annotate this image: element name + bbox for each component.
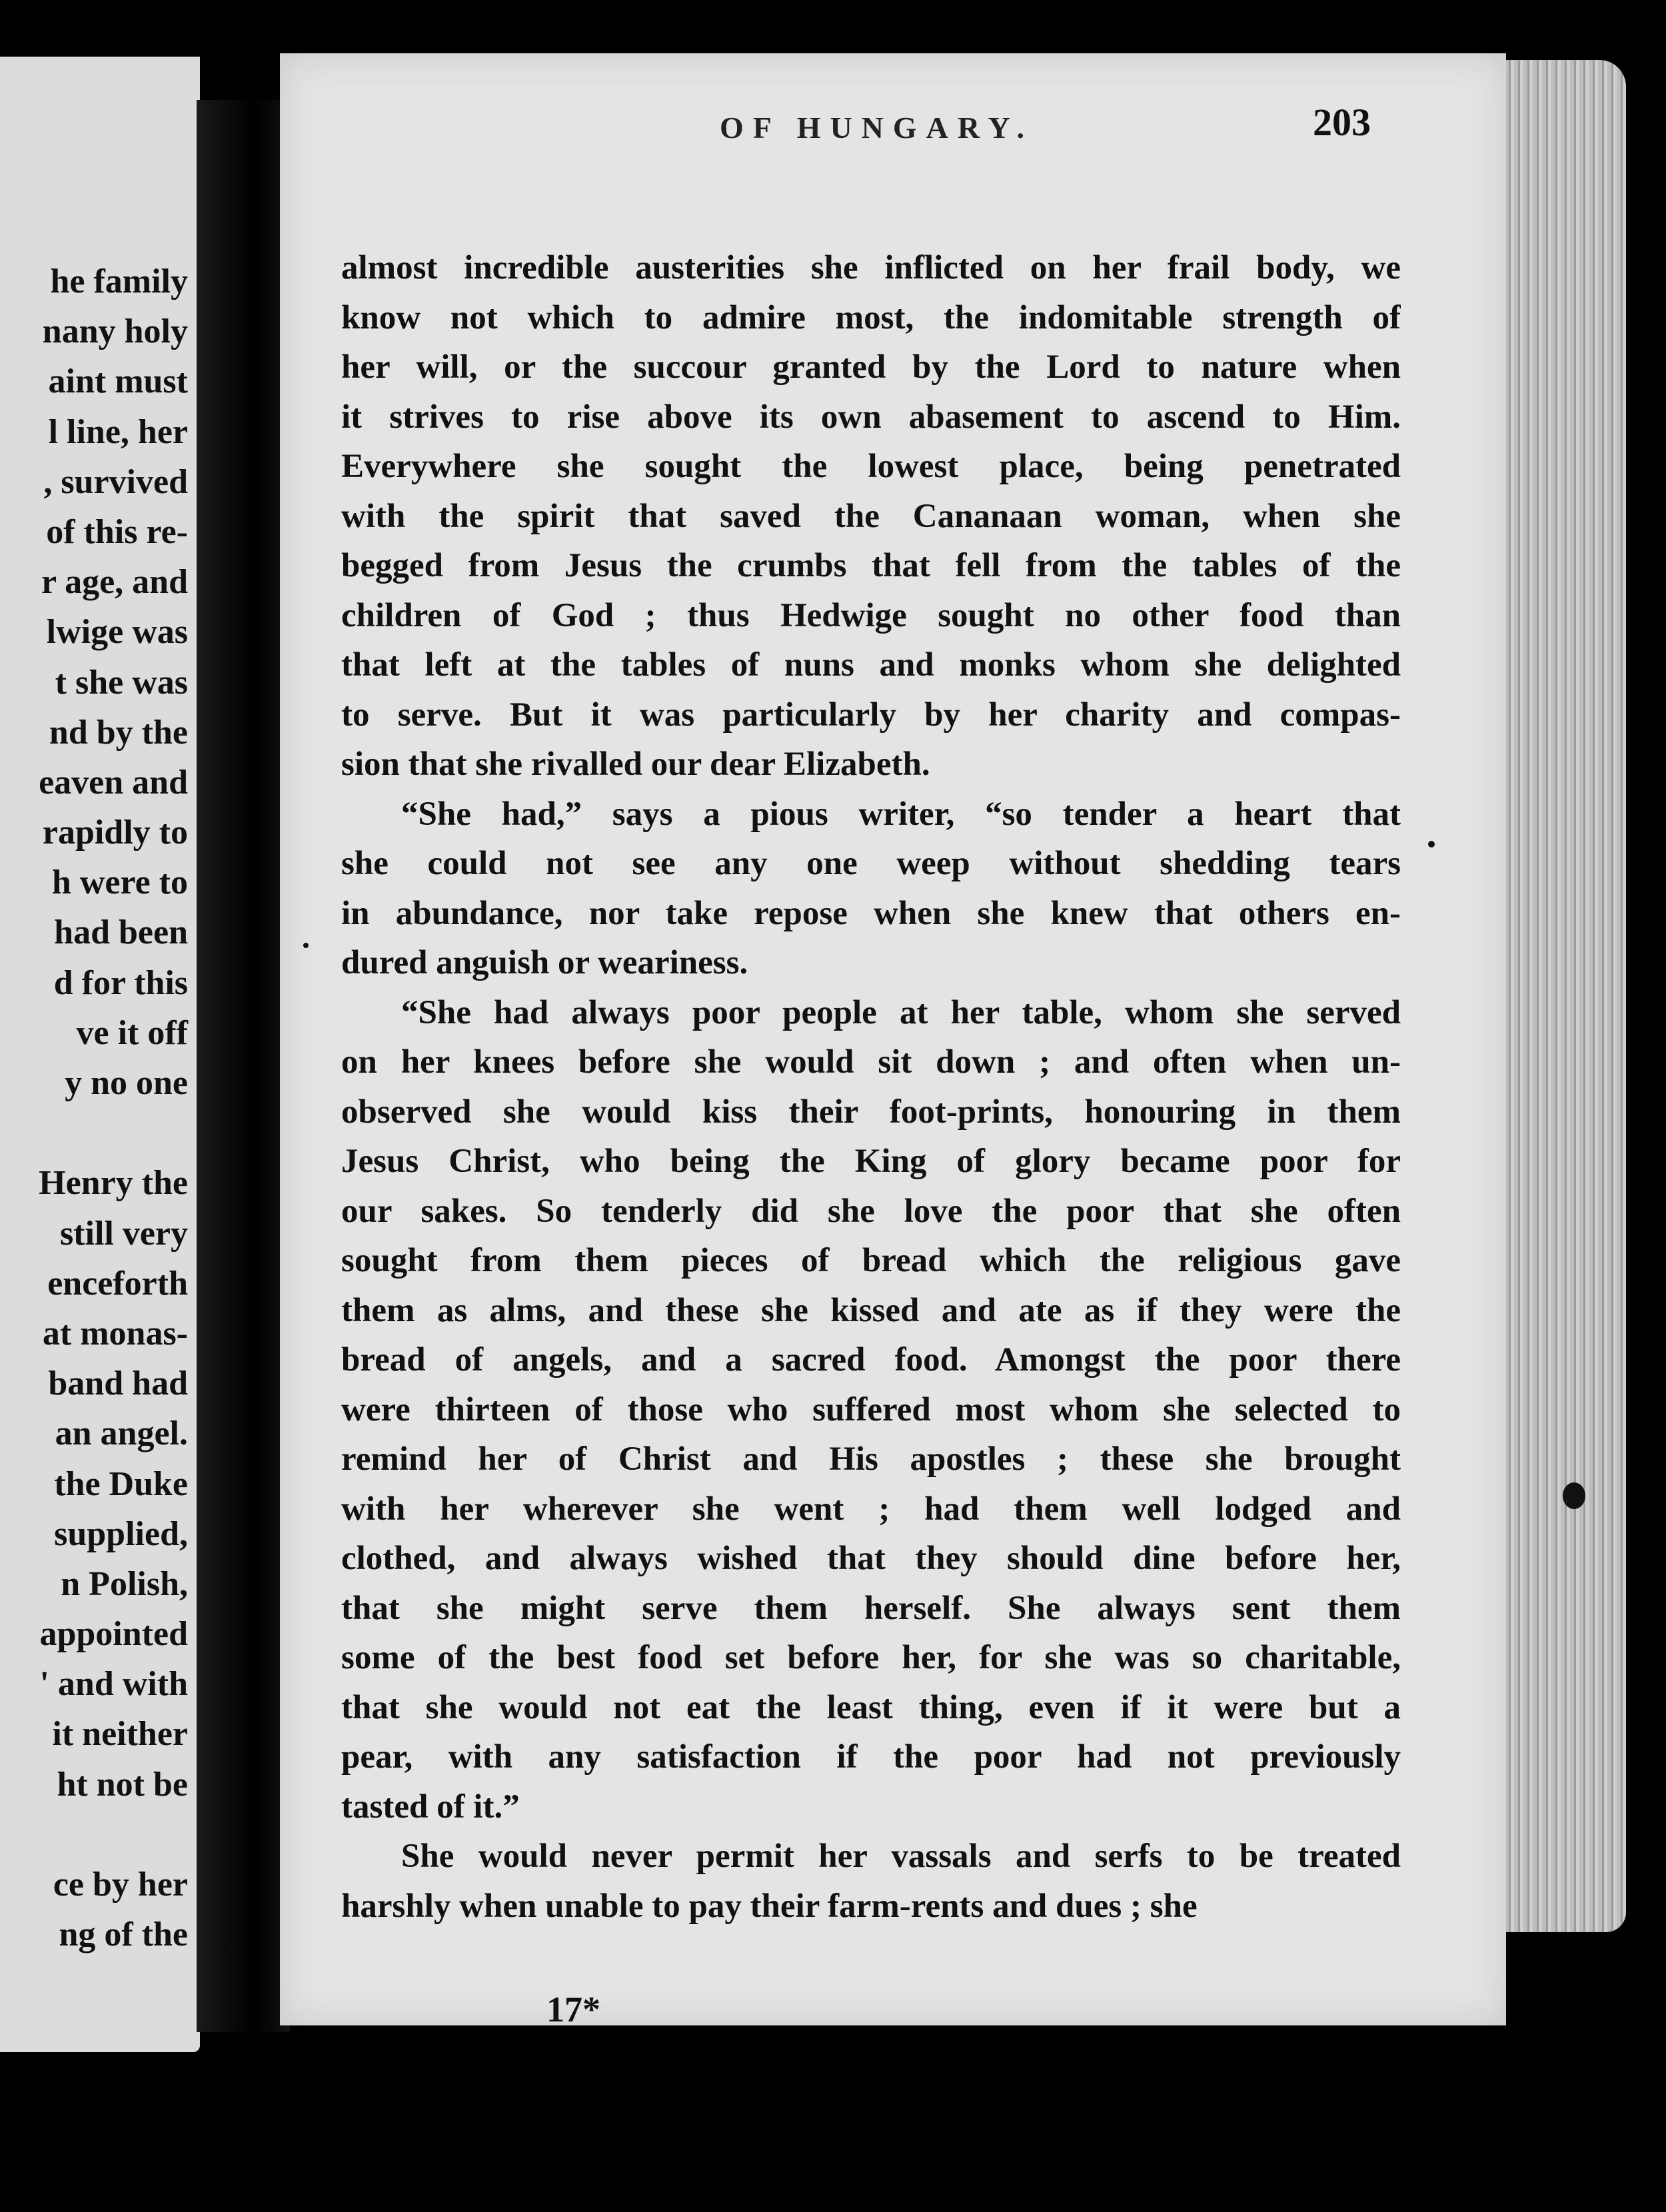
text-line: sought from them pieces of bread which the religious gave (341, 1242, 1401, 1279)
text-line: it strives to rise above its own abasement to ascend to Him. (341, 398, 1401, 436)
text-line: Everywhere she sought the lowest place, being penetrated (341, 448, 1401, 485)
left-page-line: t she was (55, 663, 188, 702)
text-line: some of the best food set before her, for she was so charitable, (341, 1639, 1401, 1676)
speck-mark (1428, 841, 1435, 847)
left-page-line: of this re- (46, 512, 188, 551)
left-page-line: still very (59, 1214, 188, 1253)
text-line: tasted of it.” (341, 1788, 520, 1826)
left-page-line: ' and with (39, 1665, 188, 1704)
left-page-line: n Polish, (61, 1564, 188, 1603)
left-page-line: ve it off (76, 1013, 188, 1052)
left-page-line: appointed (39, 1615, 188, 1654)
text-line: that left at the tables of nuns and monks whom she delighted (341, 646, 1401, 684)
paragraph (341, 243, 1401, 790)
signature-mark: 17* (546, 1989, 600, 2029)
left-page-line: r age, and (41, 563, 188, 602)
text-line: with her wherever she went ; had them well lodged and (341, 1490, 1401, 1528)
text-line: dured anguish or weariness. (341, 944, 748, 981)
text-line: “She had always poor people at her table, whom she served (401, 993, 1401, 1031)
text-line: that she would not eat the least thing, even if it were but a (341, 1688, 1401, 1726)
left-page-line: ce by her (53, 1866, 188, 1904)
text-line: that she might serve them herself. She always sent them (341, 1589, 1401, 1627)
book-gutter (197, 100, 290, 2032)
text-line: our sakes. So tenderly did she love the poor that she often (341, 1192, 1401, 1230)
left-page-line: eaven and (39, 763, 188, 802)
left-page-line: rapidly to (42, 814, 188, 852)
speck-mark (1563, 1482, 1585, 1509)
left-page-line: ht not be (57, 1765, 188, 1804)
text-line: were thirteen of those who suffered most whom she selected to (341, 1390, 1401, 1428)
left-page-line: the Duke (54, 1464, 188, 1503)
paragraph (341, 988, 1401, 1832)
left-page-line: ng of the (59, 1916, 188, 1954)
left-page-line: , survived (43, 462, 188, 501)
left-page-line: nany holy (42, 312, 188, 351)
left-page-line: d for this (53, 963, 188, 1002)
left-page-line: nd by the (49, 713, 188, 752)
text-line: on her knees before she would sit down ; and often when un- (341, 1043, 1401, 1081)
text-line: begged from Jesus the crumbs that fell from the tables of the (341, 547, 1401, 584)
text-line: She would never permit her vassals and serfs to be treated (401, 1838, 1401, 1875)
left-page-line: enceforth (47, 1264, 188, 1303)
text-line: to serve. But it was particularly by her charity and compas- (341, 696, 1401, 734)
text-line: she could not see any one weep without shedding tears (341, 845, 1401, 882)
text-line: sion that she rivalled our dear Elizabeth. (341, 746, 930, 783)
left-page-line: lwige was (46, 613, 188, 652)
text-line: remind her of Christ and His apostles ; these she brought (341, 1440, 1401, 1478)
text-line: know not which to admire most, the indomitable strength of (341, 298, 1401, 336)
text-line: pear, with any satisfaction if the poor had not previously (341, 1738, 1401, 1776)
text-line: in abundance, nor take repose when she knew that others en- (341, 894, 1401, 932)
left-page-line: it neither (52, 1715, 188, 1754)
text-line: them as alms, and these she kissed and ate as if they were the (341, 1291, 1401, 1329)
left-page-line: Henry the (39, 1164, 188, 1203)
text-line: clothed, and always wished that they should dine before her, (341, 1540, 1401, 1577)
running-head: OF HUNGARY. (720, 111, 1034, 145)
left-page-line: at monas- (42, 1314, 188, 1353)
text-line: almost incredible austerities she inflicted on her frail body, we (341, 249, 1401, 286)
left-page-line: he family (50, 263, 188, 300)
left-page-line: supplied, (54, 1514, 188, 1553)
text-line: Jesus Christ, who being the King of glory became poor for (341, 1143, 1401, 1180)
text-line: observed she would kiss their foot-prints, honouring in them (341, 1093, 1401, 1131)
page-stack-edges (1486, 60, 1626, 1932)
paragraph (341, 1832, 1401, 1931)
left-page-text (0, 257, 188, 1959)
speck-mark (303, 943, 309, 948)
page-number: 203 (1313, 101, 1371, 144)
text-line: “She had,” says a pious writer, “so tender a heart that (401, 795, 1401, 833)
left-page-line (0, 1810, 188, 1860)
left-page-line: aint must (48, 362, 188, 401)
text-line: her will, or the succour granted by the Lord to nature when (341, 348, 1401, 386)
left-page-line (0, 1108, 188, 1158)
left-page-line: y no one (65, 1064, 188, 1102)
left-facing-page (0, 57, 200, 2052)
left-page-line: l line, her (48, 412, 188, 451)
text-line: with the spirit that saved the Cananaan woman, when she (341, 497, 1401, 535)
text-line: harshly when unable to pay their farm-rents and dues ; she (341, 1887, 1198, 1925)
left-page-line: band had (48, 1365, 188, 1403)
text-line: children of God ; thus Hedwige sought no other food than (341, 596, 1401, 634)
paragraph (341, 790, 1401, 988)
left-page-line: had been (54, 913, 188, 952)
body-text (341, 243, 1401, 1931)
left-page-line: an angel. (55, 1414, 188, 1453)
text-line: bread of angels, and a sacred food. Amongst the poor there (341, 1341, 1401, 1379)
left-page-line: h were to (51, 863, 188, 902)
